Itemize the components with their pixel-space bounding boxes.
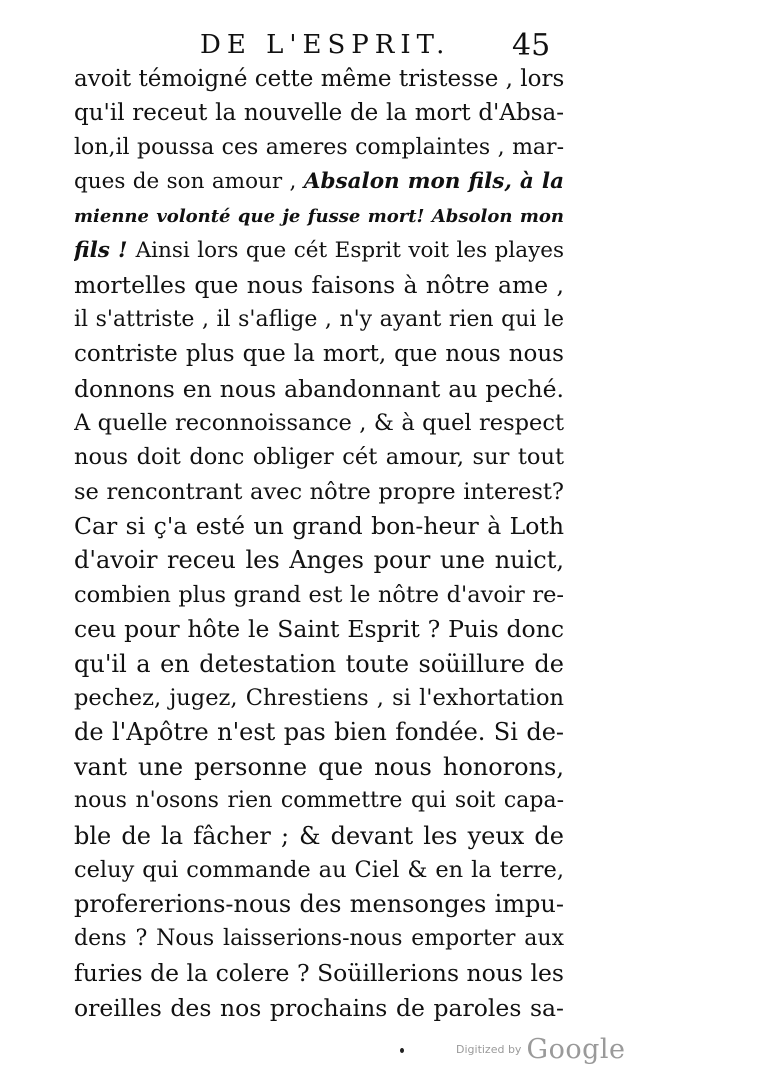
text-line xyxy=(74,681,564,715)
text-line xyxy=(74,956,564,990)
digitized-watermark xyxy=(456,1034,626,1065)
text-body xyxy=(74,62,564,1025)
ink-dot xyxy=(400,1048,404,1053)
text-segment: ble de la fâcher ; & devant les yeux de xyxy=(74,821,564,850)
text-line xyxy=(74,750,564,784)
text-line xyxy=(74,268,564,302)
text-line xyxy=(74,612,564,646)
text-line xyxy=(74,853,564,887)
text-segment: profererions-nous des mensonges impu- xyxy=(74,890,564,919)
text-line xyxy=(74,543,564,577)
text-segment: vant une personne que nous honorons, xyxy=(74,752,564,781)
text-segment: de l'Apôtre n'est pas bien fondée. Si de- xyxy=(74,718,564,747)
google-logo-text: Google xyxy=(526,1034,626,1065)
text-line xyxy=(74,337,564,371)
italic-quotation: Absalon mon fils, à la xyxy=(303,169,564,195)
text-segment: celuy qui commande au Ciel & en la terre, xyxy=(74,856,564,883)
italic-quotation: mienne volonté que je fusse mort! Absolon mon xyxy=(74,205,564,227)
text-segment: pechez, jugez, Chrestiens , si l'exhortation xyxy=(74,685,564,712)
text-segment: se rencontrant avec nôtre propre interest? xyxy=(74,478,564,505)
text-segment: furies de la colere ? Soüillerions nous les xyxy=(74,959,564,988)
text-segment: oreilles des nos prochains de paroles sa- xyxy=(74,993,564,1022)
text-line xyxy=(74,784,564,818)
text-segment: Car si ç'a esté un grand bon-heur à Loth xyxy=(74,512,564,541)
text-line xyxy=(74,200,564,234)
text-segment: nous doit donc obliger cét amour, sur tout xyxy=(74,444,564,471)
text-segment: A quelle reconnoissance , & à quel respect xyxy=(74,409,564,436)
text-segment: d'avoir receu les Anges pour une nuict, xyxy=(74,546,564,575)
text-line xyxy=(74,406,564,440)
text-line xyxy=(74,96,564,130)
text-segment: il s'attriste , il s'aflige , n'y ayant rien qui le xyxy=(74,306,564,332)
text-segment: qu'il a en detestation toute soüillure de xyxy=(74,649,564,678)
text-line xyxy=(74,578,564,612)
text-segment: lon,il poussa ces ameres complaintes , mar- xyxy=(74,134,564,160)
text-segment: mortelles que nous faisons à nôtre ame , xyxy=(74,271,564,300)
text-line xyxy=(74,475,564,509)
text-line xyxy=(74,991,564,1025)
text-line xyxy=(74,887,564,921)
text-segment: ceu pour hôte le Saint Esprit ? Puis donc xyxy=(74,615,564,644)
text-segment: donnons en nous abandonnant au peché. xyxy=(74,374,564,403)
text-segment: avoit témoigné cette même tristesse , lors xyxy=(74,66,564,92)
text-segment: qu'il receut la nouvelle de la mort d'Absa- xyxy=(74,100,564,127)
text-line xyxy=(74,131,564,165)
text-line xyxy=(74,165,564,199)
text-line xyxy=(74,440,564,474)
text-segment: combien plus grand est le nôtre d'avoir re- xyxy=(74,581,564,608)
text-line xyxy=(74,234,564,268)
text-line xyxy=(74,715,564,749)
text-segment: contriste plus que la mort, que nous nous xyxy=(74,341,564,368)
text-line xyxy=(74,922,564,956)
page-number: 45 xyxy=(512,28,551,63)
text-line xyxy=(74,647,564,681)
text-segment: Ainsi lors que cét Esprit voit les playes xyxy=(135,237,564,263)
text-segment: dens ? Nous laisserions-nous emporter aux xyxy=(74,925,564,951)
italic-quotation: fils ! xyxy=(74,237,136,263)
text-segment: ques de son amour , xyxy=(74,169,304,195)
text-line xyxy=(74,819,564,853)
text-segment: nous n'osons rien commettre qui soit capa- xyxy=(74,788,564,814)
watermark-prefix: Digitized by xyxy=(456,1043,522,1056)
text-line xyxy=(74,372,564,406)
text-line xyxy=(74,62,564,96)
text-line xyxy=(74,303,564,337)
running-head: DE L'ESPRIT. xyxy=(200,30,451,60)
text-line xyxy=(74,509,564,543)
